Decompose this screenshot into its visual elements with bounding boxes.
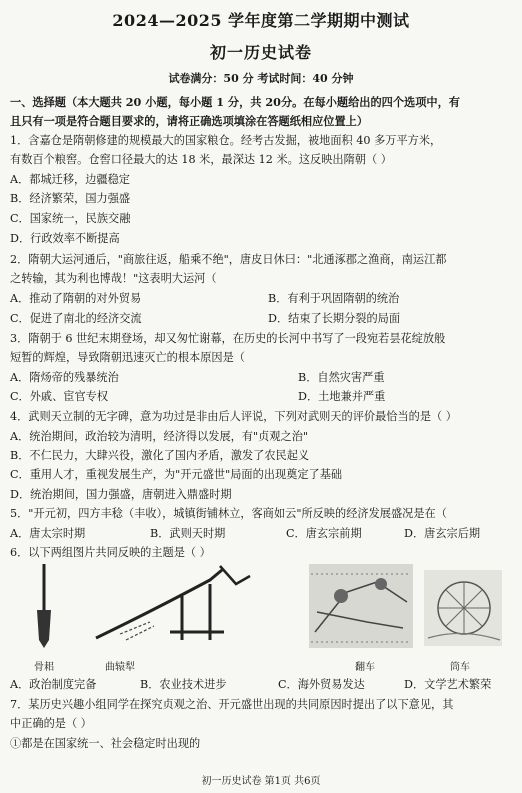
q5-option-c: C．唐玄宗前期 — [286, 527, 362, 540]
q1-stem-line1: 1．含嘉仓是隋朝修建的规模最大的国家粮仓。经考古发掘，被地面积 40 多万平方米， — [10, 134, 442, 147]
q1-option-b: B．经济繁荣，国力强盛 — [10, 192, 131, 205]
q7-item-1: ①都是在国家统一、社会稳定时出现的 — [10, 737, 201, 750]
q4-option-c: C．重用人才，重视发展生产，为"开元盛世"局面的出现奠定了基础 — [10, 468, 343, 481]
bone-spade-image — [30, 562, 58, 650]
fig-label-water-wheel: 筒车 — [450, 662, 470, 673]
q2-option-c: C．促进了南北的经济交流 — [10, 312, 142, 325]
q2-option-b: B．有利于巩固隋朝的统治 — [268, 292, 400, 305]
q6-figures — [10, 562, 510, 672]
q2-option-a: A．推动了隋朝的对外贸易 — [10, 292, 142, 305]
section-heading-line1: 一、选择题（本大题共 20 小题，每小题 1 分，共 20分。在每小题给出的四个选项中，有 — [10, 95, 460, 109]
q6-option-a: A．政治制度完备 — [10, 678, 97, 691]
q5-option-d: D．唐玄宗后期 — [404, 527, 481, 540]
q1-stem-line2: 有数百个粮窖。仓窖口径最大的达 18 米，最深达 12 米。这反映出隋朝（ ） — [10, 153, 392, 166]
q3-stem-line1: 3．隋朝于 6 世纪末期登场，却又匆忙谢幕，在历史的长河中书写了一段宛若昙花绽放般 — [10, 332, 446, 345]
fig-label-chain-pump: 翻车 — [355, 662, 375, 673]
q7-stem-line1: 7．某历史兴趣小组同学在探究贞观之治、开元盛世出现的共同原因时提出了以下意见，其 — [10, 698, 454, 711]
q2-stem-line2: 之转输，其为利也博哉！"这表明大运河（ — [10, 272, 217, 285]
page-footer: 初一历史试卷 第1页 共6页 — [201, 776, 321, 787]
q1-option-a: A．都城迁移，边疆稳定 — [10, 173, 130, 186]
fig-label-bone-spade: 骨耜 — [34, 662, 54, 673]
exam-title: 2024—2025 学年度第二学期期中测试 — [112, 11, 410, 30]
q4-option-b: B．不仁民力，大肆兴役，激化了国内矛盾，激发了农民起义 — [10, 449, 310, 462]
q1-option-c: C．国家统一，民族交融 — [10, 212, 131, 225]
q5-stem-line1: 5．"开元初，四方丰稔（丰收），城镇街铺林立，客商如云"所反映的经济发展盛况是在（ — [10, 507, 447, 520]
fig-label-curved-plough: 曲辕犁 — [105, 662, 135, 673]
q4-option-d: D．统治期间，国力强盛，唐朝进入鼎盛时期 — [10, 488, 232, 501]
q7-stem-line2: 中正确的是（ ） — [10, 717, 92, 730]
q3-option-d: D．土地兼并严重 — [298, 390, 386, 403]
curved-plough-image — [90, 562, 260, 650]
q4-option-a: A．统治期间，政治较为清明，经济得以发展，有"贞观之治" — [10, 430, 309, 443]
q5-option-b: B．武则天时期 — [150, 527, 226, 540]
bamboo-water-wheel-image — [422, 568, 504, 648]
section-heading-line2: 且只有一项是符合题目要求的，请将正确选项填涂在答题纸相应位置上） — [10, 114, 369, 128]
q6-option-c: C．海外贸易发达 — [278, 678, 365, 691]
exam-subtitle: 初一历史试卷 — [209, 43, 312, 62]
q4-stem-line1: 4．武则天立制的无字碑，意为功过是非由后人评说，下列对武则天的评价最恰当的是（ ） — [10, 410, 457, 423]
q1-option-d: D．行政效率不断提高 — [10, 232, 120, 245]
q6-option-d: D．文学艺术繁荣 — [404, 678, 492, 691]
q2-stem-line1: 2．隋朝大运河通后，"商旅往返，船乘不绝"，唐皮日休曰："北通涿郡之渔商，南运江都 — [10, 253, 447, 266]
square-pallet-chain-pump-image — [307, 562, 415, 650]
q6-option-b: B．农业技术进步 — [140, 678, 227, 691]
q2-option-d: D．结束了长期分裂的局面 — [268, 312, 401, 325]
q6-stem-line1: 6．以下两组图片共同反映的主题是（ ） — [10, 546, 211, 559]
q3-option-a: A．隋炀帝的残暴统治 — [10, 371, 119, 384]
q5-option-a: A．唐太宗时期 — [10, 527, 86, 540]
q3-option-c: C．外戚、宦官专权 — [10, 390, 109, 403]
exam-meta: 试卷满分：50 分 考试时间：40 分钟 — [168, 72, 354, 85]
q3-stem-line2: 短暂的辉煌，导致隋朝迅速灭亡的根本原因是（ — [10, 351, 245, 364]
q3-option-b: B．自然灾害严重 — [298, 371, 385, 384]
